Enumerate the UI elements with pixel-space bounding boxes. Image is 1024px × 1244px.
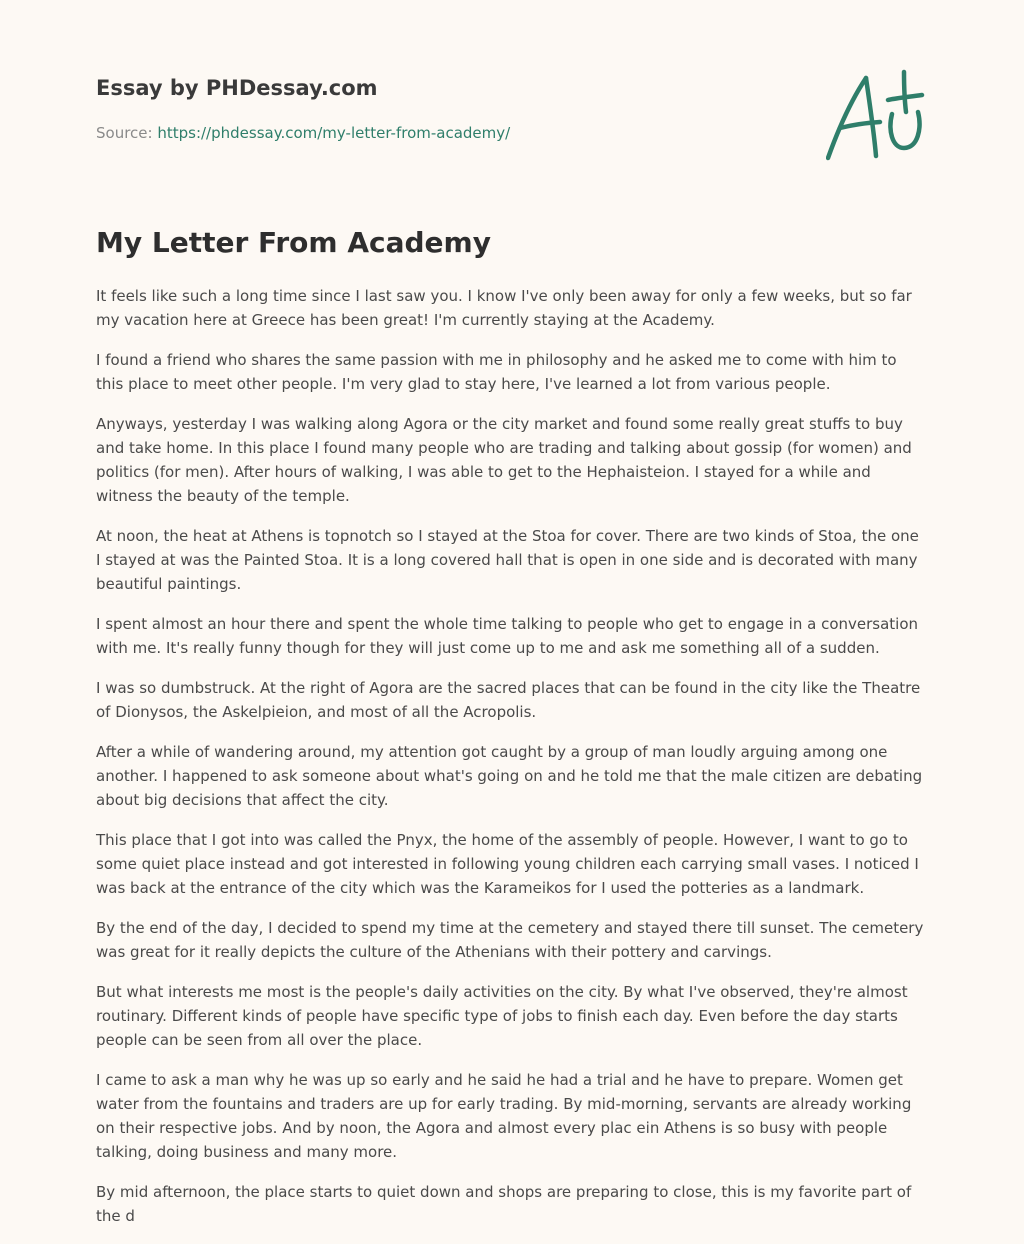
essay-paragraph: By the end of the day, I decided to spend my time at the cemetery and stayed there till sunset. The cemetery was great for it really depicts the culture of the Athenians with their pottery and carvings.	[96, 919, 924, 961]
a-plus-logo	[826, 68, 926, 166]
source-link[interactable]: https://phdessay.com/my-letter-from-academy/	[157, 124, 511, 142]
essay-title: My Letter From Academy	[96, 226, 491, 259]
a-plus-logo-icon	[826, 68, 926, 166]
essay-paragraph: I found a friend who shares the same passion with me in philosophy and he asked me to come with him to this place to meet other people. I'm very glad to stay here, I've learned a lot from various people.	[96, 351, 897, 393]
essay-paragraph: After a while of wandering around, my attention got caught by a group of man loudly arguing among one another. I happened to ask someone about what's going on and he told me that the male citizen are debating about big decisions that affect the city.	[96, 743, 923, 809]
source-line	[96, 124, 510, 142]
essay-paragraph: At noon, the heat at Athens is topnotch so I stayed at the Stoa for cover. There are two kinds of Stoa, the one I stayed at was the Painted Stoa. It is a long covered hall that is open in one side and is decorated with many beautiful paintings.	[96, 527, 919, 593]
essay-paragraph: I came to ask a man why he was up so early and he said he had a trial and he have to prepare. Women get water from the fountains and traders are up for early trading. By mid-morning, servants are already working on their respective jobs. And by noon, the Agora and almost every plac ein Athens is so busy with people talking, doing business and many more.	[96, 1071, 912, 1161]
essay-paragraph: Anyways, yesterday I was walking along Agora or the city market and found some really great stuffs to buy and take home. In this place I found many people who are trading and talking about gossip (for women) and politics (for men). After hours of walking, I was able to get to the Hephaisteion. I stayed for a while and witness the beauty of the temple.	[96, 415, 912, 505]
source-label: Source:	[96, 124, 158, 142]
essay-paragraph: This place that I got into was called the Pnyx, the home of the assembly of people. However, I want to go to some quiet place instead and got interested in following young children each carrying small vases. I noticed I was back at the entrance of the city which was the Karameikos for I used the potteries as a landmark.	[96, 831, 919, 897]
site-title: Essay by PHDessay.com	[96, 76, 378, 100]
essay-paragraph: I was so dumbstruck. At the right of Agora are the sacred places that can be found in the city like the Theatre of Dionysos, the Askelpieion, and most of all the Acropolis.	[96, 679, 921, 721]
essay-paragraph: By mid afternoon, the place starts to quiet down and shops are preparing to close, this is my favorite part of the d	[96, 1183, 912, 1225]
essay-paragraph: It feels like such a long time since I last saw you. I know I've only been away for only a few weeks, but so far my vacation here at Greece has been great! I'm currently staying at the Academy.	[96, 287, 912, 329]
essay-paragraph: I spent almost an hour there and spent the whole time talking to people who get to engage in a conversation with me. It's really funny though for they will just come up to me and ask me something all of a sudden.	[96, 615, 919, 657]
essay-paragraph: But what interests me most is the people's daily activities on the city. By what I've observed, they're almost routinary. Different kinds of people have specific type of jobs to finish each day. Even before the day starts people can be seen from all over the place.	[96, 983, 908, 1049]
essay-body	[96, 284, 928, 1244]
